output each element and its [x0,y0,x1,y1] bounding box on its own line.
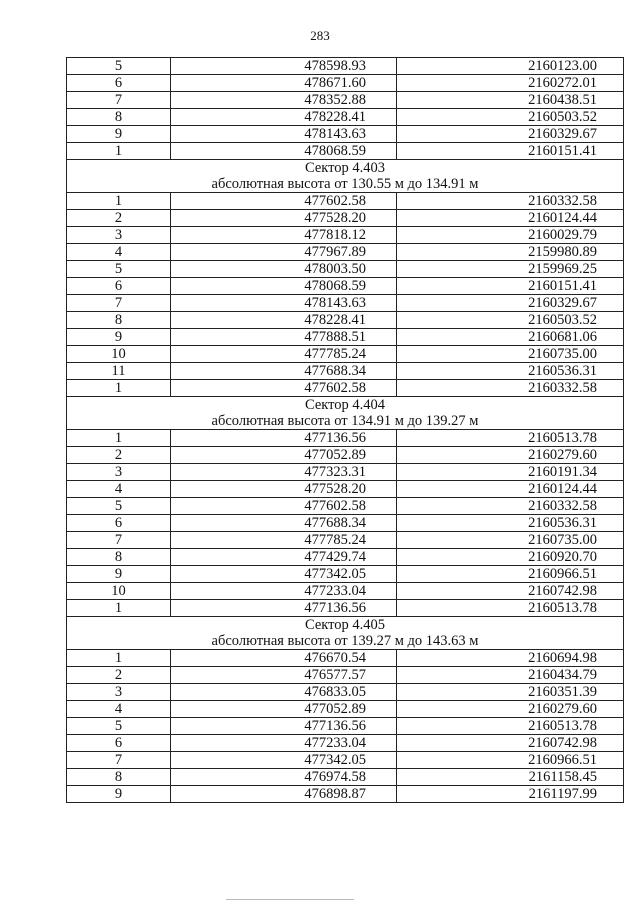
x-coordinate-cell: 477429.74 [171,549,397,566]
point-number-cell: 7 [67,92,171,109]
y-coordinate-cell: 2160503.52 [397,312,624,329]
table-row [67,752,624,769]
point-number-cell: 9 [67,329,171,346]
table-row [67,193,624,210]
x-coordinate-cell: 478598.93 [171,58,397,75]
point-number-cell: 1 [67,430,171,447]
point-number-cell: 9 [67,126,171,143]
y-coordinate-cell: 2160332.58 [397,380,624,397]
sector-header-row [67,160,624,193]
table-row [67,684,624,701]
coordinates-table-body [67,58,624,803]
point-number-cell: 4 [67,481,171,498]
point-number-cell: 6 [67,75,171,92]
table-row [67,312,624,329]
x-coordinate-cell: 476974.58 [171,769,397,786]
y-coordinate-cell: 2161197.99 [397,786,624,803]
y-coordinate-cell: 2160332.58 [397,193,624,210]
point-number-cell: 10 [67,346,171,363]
x-coordinate-cell: 477052.89 [171,701,397,718]
table-row [67,295,624,312]
point-number-cell: 8 [67,109,171,126]
point-number-cell: 5 [67,718,171,735]
table-row [67,75,624,92]
x-coordinate-cell: 478352.88 [171,92,397,109]
point-number-cell: 8 [67,549,171,566]
y-coordinate-cell: 2160124.44 [397,210,624,227]
table-row [67,701,624,718]
x-coordinate-cell: 478003.50 [171,261,397,278]
y-coordinate-cell: 2160503.52 [397,109,624,126]
point-number-cell: 6 [67,515,171,532]
x-coordinate-cell: 477136.56 [171,430,397,447]
point-number-cell: 5 [67,58,171,75]
table-row [67,481,624,498]
y-coordinate-cell: 2160272.01 [397,75,624,92]
x-coordinate-cell: 476670.54 [171,650,397,667]
point-number-cell: 2 [67,447,171,464]
table-row [67,278,624,295]
x-coordinate-cell: 477602.58 [171,193,397,210]
x-coordinate-cell: 477136.56 [171,718,397,735]
x-coordinate-cell: 478143.63 [171,126,397,143]
x-coordinate-cell: 478228.41 [171,312,397,329]
table-row [67,532,624,549]
sector-title: Сектор 4.405 [304,617,386,633]
sector-header-cell [67,617,624,650]
table-row [67,430,624,447]
x-coordinate-cell: 477342.05 [171,752,397,769]
point-number-cell: 1 [67,650,171,667]
x-coordinate-cell: 478671.60 [171,75,397,92]
x-coordinate-cell: 476577.57 [171,667,397,684]
sector-title: Сектор 4.404 [304,397,386,413]
point-number-cell: 9 [67,786,171,803]
sector-header-cell [67,397,624,430]
sector-header-cell [67,160,624,193]
y-coordinate-cell: 2160513.78 [397,430,624,447]
y-coordinate-cell: 2159969.25 [397,261,624,278]
x-coordinate-cell: 477888.51 [171,329,397,346]
y-coordinate-cell: 2160124.44 [397,481,624,498]
x-coordinate-cell: 478143.63 [171,295,397,312]
footer-line [226,899,354,900]
y-coordinate-cell: 2160191.34 [397,464,624,481]
point-number-cell: 3 [67,684,171,701]
sector-header-row [67,397,624,430]
table-row [67,769,624,786]
point-number-cell: 6 [67,278,171,295]
point-number-cell: 5 [67,261,171,278]
y-coordinate-cell: 2160694.98 [397,650,624,667]
sector-altitude-range: абсолютная высота от 130.55 м до 134.91 м [211,176,479,192]
x-coordinate-cell: 477233.04 [171,583,397,600]
y-coordinate-cell: 2160029.79 [397,227,624,244]
y-coordinate-cell: 2160536.31 [397,515,624,532]
y-coordinate-cell: 2160536.31 [397,363,624,380]
table-row [67,447,624,464]
table-row [67,566,624,583]
x-coordinate-cell: 477528.20 [171,210,397,227]
y-coordinate-cell: 2160742.98 [397,583,624,600]
point-number-cell: 4 [67,244,171,261]
table-row [67,600,624,617]
point-number-cell: 4 [67,701,171,718]
table-row [67,464,624,481]
table-row [67,329,624,346]
y-coordinate-cell: 2160920.70 [397,549,624,566]
x-coordinate-cell: 477967.89 [171,244,397,261]
sector-altitude-range: абсолютная высота от 134.91 м до 139.27 м [211,413,479,429]
y-coordinate-cell: 2160966.51 [397,566,624,583]
table-row [67,718,624,735]
table-row [67,227,624,244]
point-number-cell: 1 [67,193,171,210]
x-coordinate-cell: 477602.58 [171,380,397,397]
table-row [67,210,624,227]
point-number-cell: 3 [67,227,171,244]
y-coordinate-cell: 2160351.39 [397,684,624,701]
y-coordinate-cell: 2160513.78 [397,600,624,617]
y-coordinate-cell: 2160966.51 [397,752,624,769]
point-number-cell: 8 [67,312,171,329]
x-coordinate-cell: 477136.56 [171,600,397,617]
x-coordinate-cell: 477528.20 [171,481,397,498]
point-number-cell: 9 [67,566,171,583]
sector-header-row [67,617,624,650]
x-coordinate-cell: 477052.89 [171,447,397,464]
y-coordinate-cell: 2160742.98 [397,735,624,752]
y-coordinate-cell: 2160151.41 [397,278,624,295]
point-number-cell: 3 [67,464,171,481]
table-row [67,786,624,803]
table-row [67,346,624,363]
y-coordinate-cell: 2160513.78 [397,718,624,735]
y-coordinate-cell: 2160438.51 [397,92,624,109]
point-number-cell: 11 [67,363,171,380]
table-row [67,515,624,532]
table-row [67,498,624,515]
coordinates-table [66,57,624,803]
x-coordinate-cell: 477233.04 [171,735,397,752]
sector-altitude-range: абсолютная высота от 139.27 м до 143.63 м [211,633,479,649]
y-coordinate-cell: 2161158.45 [397,769,624,786]
sector-title: Сектор 4.403 [304,160,386,176]
page-number: 283 [310,28,330,43]
x-coordinate-cell: 476833.05 [171,684,397,701]
point-number-cell: 8 [67,769,171,786]
table-row [67,363,624,380]
table-row [67,126,624,143]
x-coordinate-cell: 477342.05 [171,566,397,583]
table-row [67,667,624,684]
point-number-cell: 2 [67,210,171,227]
y-coordinate-cell: 2160151.41 [397,143,624,160]
table-row [67,735,624,752]
x-coordinate-cell: 477785.24 [171,532,397,549]
table-row [67,549,624,566]
point-number-cell: 7 [67,532,171,549]
table-row [67,58,624,75]
table-row [67,261,624,278]
table-row [67,92,624,109]
y-coordinate-cell: 2160735.00 [397,532,624,549]
table-row [67,583,624,600]
x-coordinate-cell: 477688.34 [171,363,397,380]
x-coordinate-cell: 477818.12 [171,227,397,244]
x-coordinate-cell: 477323.31 [171,464,397,481]
point-number-cell: 6 [67,735,171,752]
point-number-cell: 10 [67,583,171,600]
x-coordinate-cell: 477602.58 [171,498,397,515]
point-number-cell: 7 [67,295,171,312]
y-coordinate-cell: 2160332.58 [397,498,624,515]
table-row [67,650,624,667]
table-row [67,109,624,126]
x-coordinate-cell: 476898.87 [171,786,397,803]
x-coordinate-cell: 478228.41 [171,109,397,126]
table-row [67,380,624,397]
y-coordinate-cell: 2160123.00 [397,58,624,75]
x-coordinate-cell: 477688.34 [171,515,397,532]
point-number-cell: 7 [67,752,171,769]
x-coordinate-cell: 478068.59 [171,278,397,295]
x-coordinate-cell: 477785.24 [171,346,397,363]
y-coordinate-cell: 2160434.79 [397,667,624,684]
y-coordinate-cell: 2159980.89 [397,244,624,261]
x-coordinate-cell: 478068.59 [171,143,397,160]
point-number-cell: 2 [67,667,171,684]
point-number-cell: 5 [67,498,171,515]
y-coordinate-cell: 2160279.60 [397,447,624,464]
table-row [67,143,624,160]
y-coordinate-cell: 2160681.06 [397,329,624,346]
y-coordinate-cell: 2160735.00 [397,346,624,363]
y-coordinate-cell: 2160329.67 [397,126,624,143]
y-coordinate-cell: 2160279.60 [397,701,624,718]
point-number-cell: 1 [67,143,171,160]
table-row [67,244,624,261]
point-number-cell: 1 [67,380,171,397]
y-coordinate-cell: 2160329.67 [397,295,624,312]
point-number-cell: 1 [67,600,171,617]
